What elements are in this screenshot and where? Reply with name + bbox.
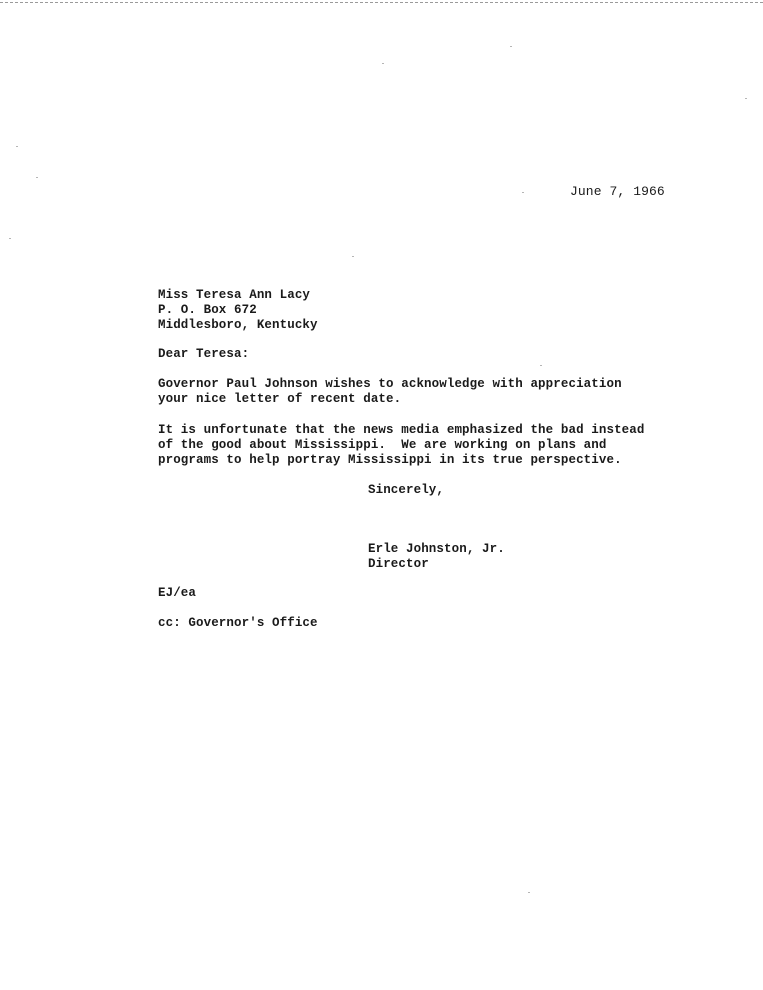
complimentary-closing: Sincerely,: [368, 483, 445, 497]
signer-name: Erle Johnston, Jr.: [368, 542, 505, 556]
scan-speck: [528, 892, 530, 893]
salutation: Dear Teresa:: [158, 347, 250, 361]
scan-speck: [352, 256, 354, 257]
reference-initials: EJ/ea: [158, 586, 197, 600]
scan-speck: [382, 63, 384, 64]
page-top-edge: [0, 2, 763, 3]
scan-speck: [745, 98, 747, 99]
body-paragraph-2-line-3: programs to help portray Mississippi in its true perspective.: [158, 453, 622, 467]
body-paragraph-2-line-1: It is unfortunate that the news media emphasized the bad instead: [158, 423, 645, 437]
recipient-address: P. O. Box 672: [158, 303, 257, 317]
scan-speck: [540, 365, 542, 366]
recipient-city-state: Middlesboro, Kentucky: [158, 318, 318, 332]
carbon-copy-line: cc: Governor's Office: [158, 616, 318, 630]
scan-speck: [16, 146, 18, 147]
recipient-name: Miss Teresa Ann Lacy: [158, 288, 311, 302]
signer-title: Director: [368, 557, 429, 571]
letter-date: June 7, 1966: [570, 184, 665, 199]
body-paragraph-2-line-2: of the good about Mississippi. We are working on plans and: [158, 438, 607, 452]
body-paragraph-1-line-2: your nice letter of recent date.: [158, 392, 402, 406]
body-paragraph-1-line-1: Governor Paul Johnson wishes to acknowledge with appreciation: [158, 377, 622, 391]
scan-speck: [510, 46, 512, 47]
scan-speck: [522, 192, 524, 193]
scan-speck: [9, 238, 11, 239]
scan-speck: [36, 177, 38, 178]
